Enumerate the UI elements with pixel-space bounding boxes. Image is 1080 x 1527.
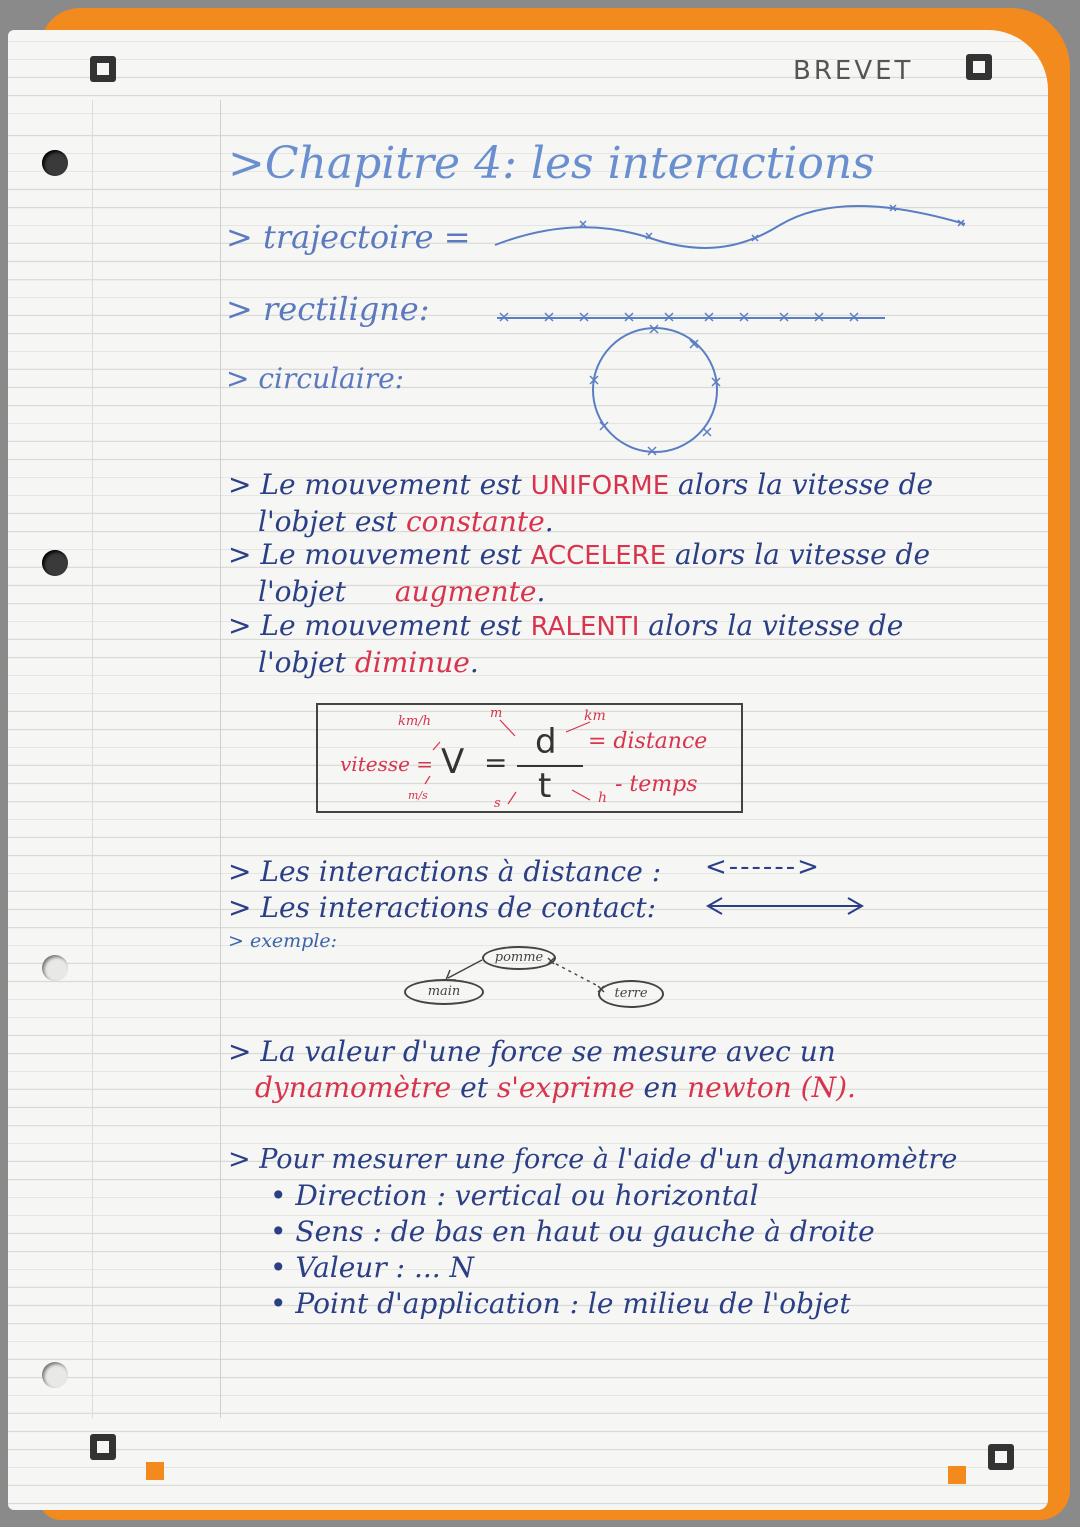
rectiligne-label: > rectiligne: — [226, 290, 430, 328]
measure-item-valeur: • Valeur : ... N — [270, 1251, 475, 1284]
formula-equals: = — [484, 746, 508, 779]
result-constante: constante — [405, 505, 545, 538]
formula-d: d — [535, 722, 557, 762]
formula-t: t — [538, 766, 552, 806]
text: . — [536, 575, 546, 608]
text: newton (N). — [687, 1071, 856, 1104]
unit-km: km — [584, 708, 606, 724]
measure-item-point: • Point d'application : le milieu de l'objet — [270, 1287, 851, 1320]
text: s'exprime — [496, 1071, 635, 1104]
text: l'objet est — [258, 505, 406, 538]
measure-intro: > Pour mesurer une force à l'aide d'un dynamomètre — [228, 1144, 958, 1175]
text: alors la vitesse de — [639, 609, 904, 642]
trajectoire-label: > trajectoire = — [226, 218, 471, 256]
oval-pomme: pomme — [482, 946, 556, 970]
force-value-line2 — [255, 1070, 856, 1106]
distance-arrow: <------> — [705, 852, 821, 882]
trajectory-curve — [495, 206, 965, 248]
text: . — [544, 505, 554, 538]
mouvement-uniforme — [228, 467, 933, 540]
distance-label: = distance — [588, 729, 708, 754]
text: > Le mouvement est — [228, 468, 531, 501]
brevet-header: BREVET — [793, 56, 914, 86]
text: . — [469, 646, 479, 679]
text: alors la vitesse de — [666, 538, 931, 571]
oval-terre: terre — [598, 980, 664, 1008]
text: dynamomètre — [255, 1071, 452, 1104]
text: en — [634, 1071, 688, 1104]
contact-arrow — [708, 898, 862, 914]
text: > Le mouvement est — [228, 538, 531, 571]
circular-path — [593, 328, 717, 452]
formula-v: V — [441, 742, 465, 782]
circle-points — [590, 325, 720, 455]
text: et — [451, 1071, 497, 1104]
text: l'objet — [258, 575, 355, 608]
unit-ms: m/s — [408, 789, 428, 802]
text: l'objet — [258, 646, 355, 679]
interactions-distance: > Les interactions à distance : — [228, 855, 662, 888]
force-value-line1: > La valeur d'une force se mesure avec un — [228, 1035, 836, 1068]
unit-h: h — [598, 790, 608, 806]
unit-kmh: km/h — [398, 714, 431, 729]
unit-m: m — [490, 706, 503, 721]
oval-main: main — [404, 979, 484, 1005]
mouvement-ralenti — [228, 608, 903, 681]
keyword-uniforme: UNIFORME — [530, 471, 670, 501]
keyword-ralenti: RALENTI — [530, 612, 640, 642]
exemple-label: > exemple: — [228, 930, 338, 952]
measure-item-sens: • Sens : de bas en haut ou gauche à droite — [270, 1215, 875, 1248]
result-diminue: diminue — [354, 646, 470, 679]
text: > Le mouvement est — [228, 609, 531, 642]
circulaire-label: > circulaire: — [226, 362, 405, 395]
vitesse-label: vitesse = — [340, 752, 434, 776]
text: alors la vitesse de — [669, 468, 934, 501]
measure-item-direction: • Direction : vertical ou horizontal — [270, 1179, 759, 1212]
unit-s: s — [494, 796, 501, 811]
interactions-contact: > Les interactions de contact: — [228, 891, 657, 924]
temps-label: - temps — [615, 772, 698, 797]
mouvement-accelere — [228, 537, 930, 610]
result-augmente: augmente — [394, 575, 537, 608]
chapter-title: >Chapitre 4: les interactions — [228, 138, 875, 189]
keyword-accelere: ACCELERE — [530, 541, 667, 571]
